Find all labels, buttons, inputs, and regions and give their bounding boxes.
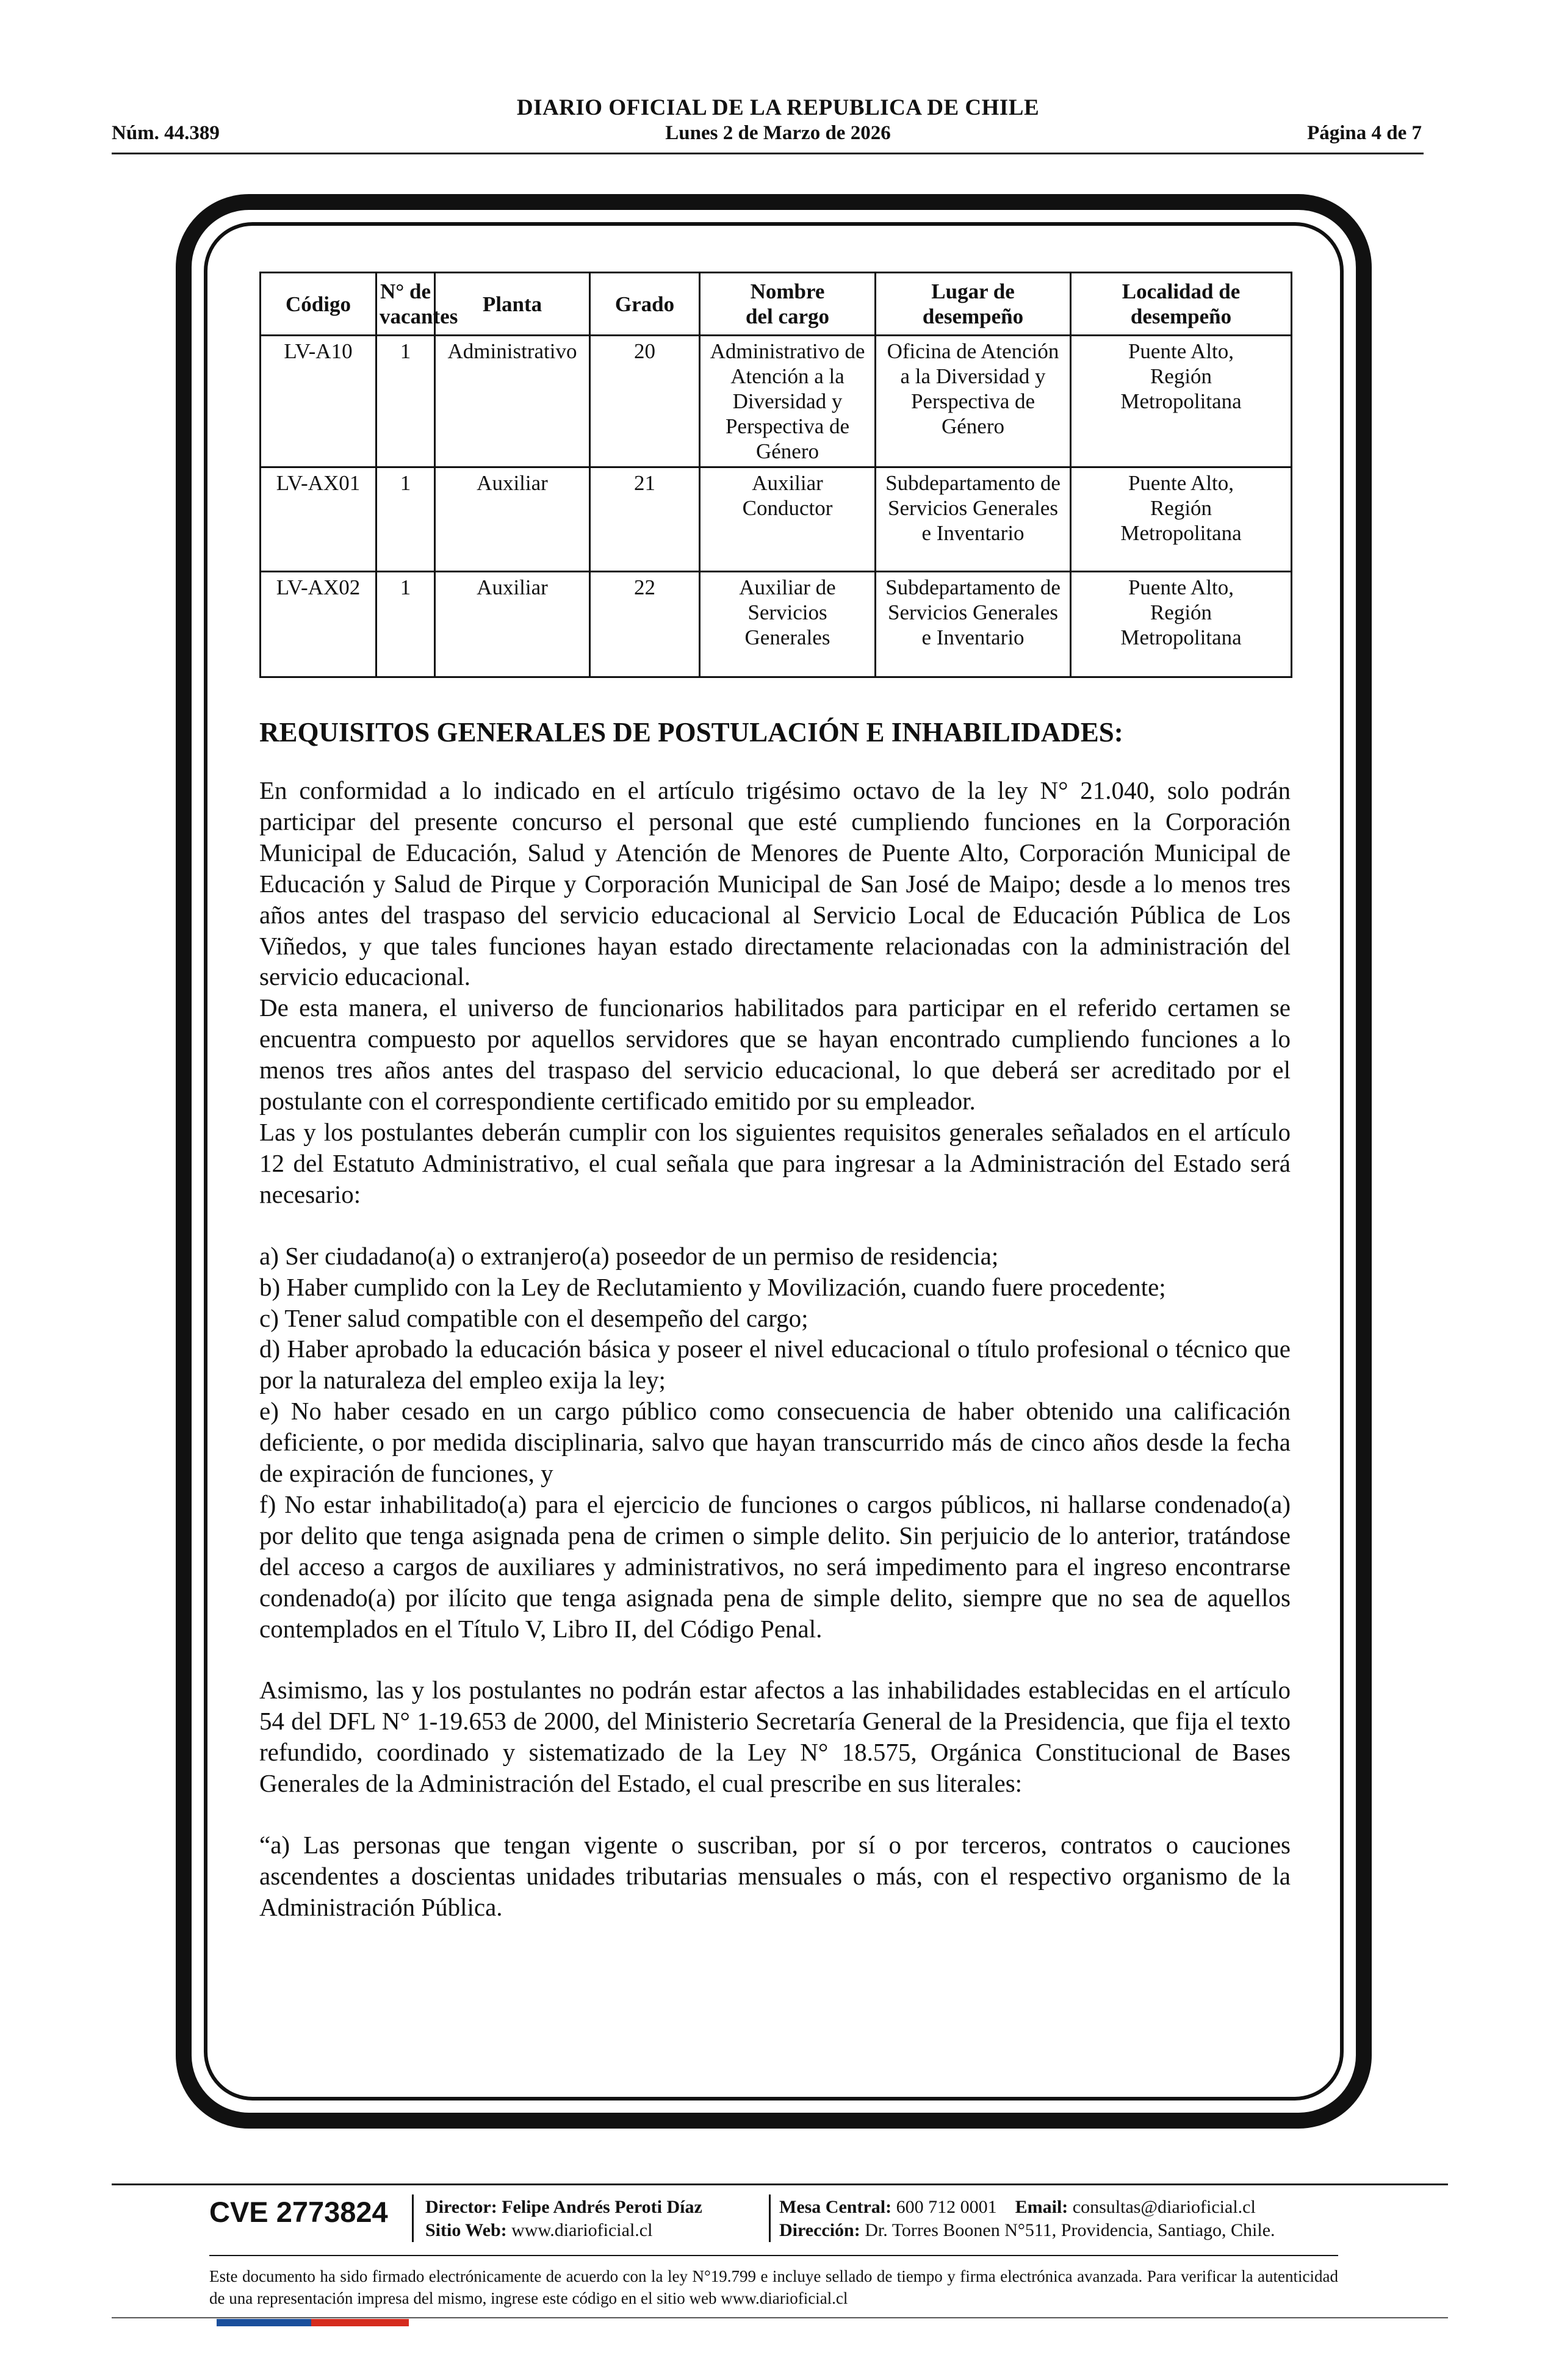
header-planta: Planta: [435, 273, 590, 336]
email-link[interactable]: consultas@diarioficial.cl: [1072, 2197, 1256, 2217]
cell-localidad: Puente Alto, Región Metropolitana: [1071, 572, 1292, 677]
quoted-paragraph: “a) Las personas que tengan vigente o suscriban, por sí o por terceros, contratos o cauciones ascendentes a doscientas unidades tributarias mensuales o más, con el respectivo organismo de la Administración Pública.: [259, 1831, 1291, 1921]
cell-grado: 20: [590, 336, 700, 467]
footer-divider: [112, 2317, 1448, 2318]
requirement-item: a) Ser ciudadano(a) o extranjero(a) poseedor de un permiso de residencia;: [259, 1241, 999, 1270]
cell-nombre: Administrativo de Atención a la Diversidad y Perspectiva de Género: [700, 336, 876, 467]
address-label: Dirección:: [779, 2220, 860, 2240]
cell-lugar: Oficina de Atención a la Diversidad y Perspectiva de Género: [876, 336, 1071, 467]
cell-codigo: LV-AX02: [261, 572, 376, 677]
header-grado: Grado: [590, 273, 700, 336]
cell-planta: Auxiliar: [435, 572, 590, 677]
footer-separator: [769, 2194, 771, 2242]
flag-stripe-blue: [217, 2319, 311, 2326]
paragraph: Asimismo, las y los postulantes no podrán estar afectos a las inhabilidades establecidas en el artículo 54 del DFL N° 1-19.653 de 2000, del Ministerio Secretaría General de la Presidencia, que fija el texto refundido, coordinado y sistematizado de la Ley N° 18.575, Orgánica Constitucional de Bases Generales de la Administración del Estado, el cual prescribe en sus literales:: [259, 1676, 1291, 1798]
main-content: [259, 714, 1291, 1923]
cell-planta: Auxiliar: [435, 467, 590, 572]
director-label: Director:: [425, 2197, 497, 2217]
website-link[interactable]: www.diarioficial.cl: [511, 2220, 653, 2240]
cell-lugar: Subdepartamento de Servicios Generales e Inventario: [876, 467, 1071, 572]
central-phone: 600 712 0001: [896, 2197, 997, 2217]
section-title: REQUISITOS GENERALES DE POSTULACIÓN E INHABILIDADES:: [259, 717, 1123, 748]
director-name: Felipe Andrés Peroti Díaz: [502, 2197, 702, 2217]
address-text: Dr. Torres Boonen N°511, Providencia, Santiago, Chile.: [865, 2220, 1275, 2240]
footer-contact-block: [779, 2196, 1275, 2242]
footer-separator: [412, 2194, 414, 2242]
cell-vacantes: 1: [376, 336, 435, 467]
email-label: Email:: [1015, 2197, 1068, 2217]
header-divider: [112, 153, 1424, 154]
cell-planta: Administrativo: [435, 336, 590, 467]
paragraph: Las y los postulantes deberán cumplir con los siguientes requisitos generales señalados en el artículo 12 del Estatuto Administrativo, el cual señala que para ingresar a la Administración del Estado será necesario:: [259, 1117, 1291, 1208]
requirement-item: d) Haber aprobado la educación básica y poseer el nivel educacional o título profesional o técnico que por la naturaleza del empleo exija la ley;: [259, 1335, 1291, 1394]
paragraph: En conformidad a lo indicado en el artículo trigésimo octavo de la ley N° 21.040, solo podrán participar del presente concurso el personal que esté cumpliendo funciones en la Corporación Municipal de Educación, Salud y Atención de Menores de Puente Alto, Corporación Municipal de Educación y Salud de Pirque y Corporación Municipal de San José de Maipo; desde a lo menos tres años antes del traspaso del servicio educacional al Servicio Local de Educación Pública de Los Viñedos, y que tales funciones hayan estado directamente relacionadas con la administración del servicio educacional.: [259, 776, 1291, 991]
requirement-item: c) Tener salud compatible con el desempeño del cargo;: [259, 1304, 809, 1332]
paragraph: De esta manera, el universo de funcionarios habilitados para participar en el referido certamen se encuentra compuesto por aquellos servidores que se hayan encontrado cumpliendo funciones a lo menos tres años antes del traspaso del servicio educacional, lo que deberá ser acreditado por el postulante con el correspondiente certificado emitido por su empleador.: [259, 993, 1291, 1116]
table-header-row: [261, 273, 1292, 336]
cell-codigo: LV-AX01: [261, 467, 376, 572]
footer-divider: [209, 2255, 1338, 2256]
publication-title: DIARIO OFICIAL DE LA REPUBLICA DE CHILE: [516, 95, 1040, 120]
table-row: [261, 572, 1292, 677]
cell-codigo: LV-A10: [261, 336, 376, 467]
cell-vacantes: 1: [376, 467, 435, 572]
cell-nombre: Auxiliar de Servicios Generales: [700, 572, 876, 677]
cell-nombre: Auxiliar Conductor: [700, 467, 876, 572]
issue-number: Núm. 44.389: [112, 122, 220, 144]
page-number: Página 4 de 7: [1307, 122, 1422, 144]
footer-director-block: [425, 2196, 702, 2242]
issue-date: Lunes 2 de Marzo de 2026: [665, 122, 891, 144]
header-codigo: Código: [261, 273, 376, 336]
header-localidad: Localidad de desempeño: [1071, 273, 1292, 336]
cve-code: CVE 2773824: [209, 2196, 388, 2228]
header-lugar: Lugar de desempeño: [876, 273, 1071, 336]
vacancies-table: [259, 272, 1292, 678]
header-vacantes: N° de vacantes: [376, 273, 435, 336]
cell-vacantes: 1: [376, 572, 435, 677]
cell-lugar: Subdepartamento de Servicios Generales e Inventario: [876, 572, 1071, 677]
website-label: Sitio Web:: [425, 2220, 507, 2240]
flag-stripe-red: [311, 2319, 409, 2326]
requirement-item: b) Haber cumplido con la Ley de Reclutamiento y Movilización, cuando fuere procedente;: [259, 1272, 1166, 1301]
footer-divider: [112, 2183, 1448, 2185]
cell-localidad: Puente Alto, Región Metropolitana: [1071, 336, 1292, 467]
requirement-item: e) No haber cesado en un cargo público como consecuencia de haber obtenido una calificación deficiente, o por medida disciplinaria, salvo que hayan transcurrido más de cinco años desde la fecha de expiración de funciones, y: [259, 1397, 1291, 1488]
table-row: [261, 467, 1292, 572]
cell-grado: 22: [590, 572, 700, 677]
cell-localidad: Puente Alto, Región Metropolitana: [1071, 467, 1292, 572]
central-label: Mesa Central:: [779, 2197, 892, 2217]
requirement-item: f) No estar inhabilitado(a) para el ejercicio de funciones o cargos públicos, ni hallarse condenado(a) por delito que tenga asignada pena de crimen o simple delito. Sin perjuicio de lo anterior, tratándose del acceso a cargos de auxiliares y administrativos, no será impedimento para el ingreso encontrarse condenado(a) por ilícito que tenga asignada pena de simple delito, siempre que no sea de aquellos contemplados en el Título V, Libro II, del Código Penal.: [259, 1490, 1291, 1643]
legal-notice: Este documento ha sido firmado electrónicamente de acuerdo con la ley N°19.799 e incluye sellado de tiempo y firma electrónica avanzada. Para verificar la autenticidad de una representación impresa del mismo, ingrese este código en el sitio web www.diarioficial.cl: [209, 2267, 1338, 2307]
table-row: [261, 336, 1292, 467]
header-nombre: Nombre del cargo: [700, 273, 876, 336]
cell-grado: 21: [590, 467, 700, 572]
